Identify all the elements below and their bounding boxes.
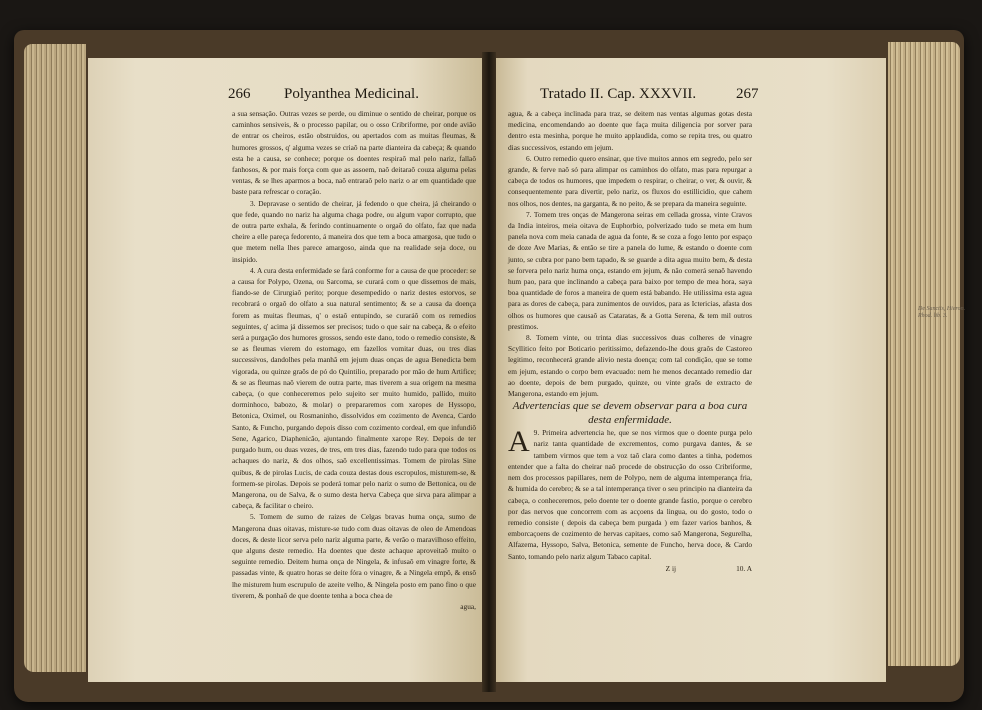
drop-cap: A	[508, 425, 530, 459]
left-page-edges	[24, 44, 86, 672]
right-paragraph: 8. Tomem vinte, ou trinta dias successivos duas colheres de vinagre Scyllitico feito por Boticario peritissimo, defazendo-lhe dous graõs de Castoreo legitimo, reconhecerá grande alivio nesta doença; com tal condição, que se tome em jejum, estando o corpo bem evacuado: nem he menos decantado remedio dar ao doente, depois de bem purgado, quinze, ou vinte graõs de extracto de Mangerona, estando em jejum.	[508, 333, 752, 399]
left-running-head: Polyanthea Medicinal.	[284, 86, 419, 102]
right-catchword: 10. A	[736, 563, 752, 573]
right-paragraph: 7. Tomem tres onças de Mangerona seiras em cellada grossa, vinte Cravos da India inteiros, meia oitava de Euphorbio, polverizado tudo se meta em hum panela nova com meia canada de agua da fonte, & se coza a fogo lento por espaço de doze Ave Marias, & então se tire a panela do lume, & estando o doente com junto, se cubra por pano bem tapado, & se guarde a dita agua muito bem, & desta se forvera pelo nariz huma onça, estando em jejum, & não comerá senaõ havendo hum pao, para que inclinando a cabeça para baixo por tempo de mea hora, saya boa quantidade de foros a maneira de quem está babando. He utilissima esta agua para as dores de cabeça, para zunimentos de ouvidos, para as Ictericias, afasta dos olhos os humores que causaõ as Cataratas, & a Gotta Serena, & tem mil outros prestimos.	[508, 209, 752, 331]
advert-paragraph: Primeira advertencia he, que se nos virmos que o doente purga pelo nariz tanta quantidade de excrementos, como purgava dantes, & se tambem virmos que tem a voz taõ clara como dantes a tinha, podemos entender que a falta do cheirar naõ procede de obstrucção do osso Cribriforme, nem dos processos papillares, nem de Polypo, nem de alguma intemperança fria, & humida do cerebro; & se a tal intemperança tiver o seu principio na dianteira da cabeça, o conheceremos, pelo doente ter o doente grande fastio, porque o cerebro por das nervos que concorrem com as acçoens da lingua, ou do gosto, todo o remedio consiste ( depois da cabeça bem purgada ) em fazer varios banhos, & emborcaçoens de cozimento de hervas capitaes, como saõ Mangerona, Segurelha, Alfazema, Hyssopo, Salva, Betonica, semente de Funcho, herva doce, & Cardo Santo, tomando pelo nariz algum Tabaco capital.	[508, 428, 752, 561]
right-page-text	[508, 108, 752, 574]
right-page-edges	[888, 42, 960, 666]
section-title: Advertencias que se devem observar para a boa cura desta enfermidade.	[512, 400, 748, 427]
right-paragraph: agua, & a cabeça inclinada para traz, se deitem nas ventas algumas gotas desta medicina, encomendando ao doente que faça muita diligencia por sorver para dentro esta mesinha, porque he muito applaudida, como se repita tres, ou quatro dias successivos, estando em jejum.	[508, 109, 752, 152]
left-page-text	[232, 108, 476, 612]
left-paragraph: a sua sensação. Outras vezes se perde, ou diminue o sentido de cheirar, porque os caminhos sensiveis, & o processo papilar, ou o osso Cribriforme, por onde avião de entrar os cheiros, estão obstruidos, ou apertados com as muitas fleumas, & humores grossos, q' alguma vezes se criaõ na parte dianteira da cabeça; & quando esta he a causa, se conhece; porque os doentes respiraõ mal pelo nariz, fallaõ fanhosos, & por mais força com que as assoem, naõ deitaraõ couza alguma pelas ventas, & se lhes aparmos a boca, naõ entraraõ pelo nariz o ar em quantidade que baste para refrescar o coração.	[232, 109, 476, 197]
right-page-number: 267	[736, 86, 759, 102]
left-page-number: 266	[228, 86, 251, 102]
left-paragraph: 3. Depravase o sentido de cheirar, já fedendo o que cheira, já cheirando o que fede, quando no nariz ha alguma chaga podre, ou algum vapor corrupto, que de outra parte exhala, & ferindo continuamente o orgaõ do olfato, faz que nada cheire a elle pareça fedorento, á maneira dos que tem a boca amargosa, que tudo o que metem nella lhes parece amargoso, ainda que na realidade seja doce, ou insipido.	[232, 198, 476, 264]
book-gutter	[482, 52, 496, 692]
marginal-note: De Sanctis, Hieron. Rhod. lib. 3.	[918, 306, 966, 319]
left-paragraph: 4. A cura desta enfermidade se fará conforme for a causa de que proceder: se a causa for Polypo, Ozena, ou Sarcoma, se curará com o que dissemos de mais, fiando-se de Cirurgiaõ perito; porque desempedido o nariz destes estorvos, se recobrará o orgaõ do olfato a sua natural sentimento; & se a causa da doença forem as muitas fleumas, q' o estaõ entupindo, se curaráõ com os remedios seguintes, q' acima já dissemos ser precisos; tudo o que sair na cabeça, & o efeito será a purgação dos humores grossos, sendo este dano, todo o remedio consiste, & se as fleumas vierem do estomago, em fazellos vomitar duas, ou tres dias successivos, dandolhes pela manhã em jejum duas onças de agua Benedicta bem vigorada, ou quinze graõs de pó do Quintilio, preparado por mão de hum Artifice; & se as fleumas naõ vierem de outra parte, mas tiverem a sua origem na mesma cabeça, (o que conheceremos pelo sujeito ser muito humido, pallido, muito dorminhoco, babozo, & molar) o prepararemos com xaropes de Hyssopo, Betonica, Oximel, ou Rosmaninho, dissolvidos em cozimento de Avenca, Cardo Santo, & Funcho, purgando depois disso com cozimento cordeal, em que infundiõ Sene, Agarico, Diaphenicão, ajuntando finalmente xarope Rey. Depois de ter purgado hum, ou duas vezes, de tres, em tres dias, fazendo tudo para que todos os achaques do nariz, & dos olhos, saõ excellentissimas. Tomem de pirolas Sine quibus, & de pirolas Lucis, de cada couza destas dous escropulos, misturem-se, & formem-se pirolas. Depois se poderá tomar pelo nariz o sumo de Bettonica, ou de Mangerona, ou de Salva, & o sumo desta herva Cabeça que sirva para alimpar a cabeça, & facilitar o cheiro.	[232, 265, 476, 511]
right-paragraph: 6. Outro remedio quero ensinar, que tive muitos annos em segredo, pelo ser grande, & ferve naõ só para alimpar os caminhos do olfato, mas para repurgar a cabeça de todos os humores, que impedem o respirar, o cheirar, o ver, & ouvir, & consequentemente para divertir, pelo nariz, os fluxos do estillicidio, que cahem nos olhos, nos dentes, na garganta, & no peito, & se prepara da maneira seguinte.	[508, 153, 752, 208]
advert-number: 9.	[533, 428, 540, 438]
signature-mark: Z ij	[665, 563, 677, 573]
right-running-head: Tratado II. Cap. XXXVII.	[540, 86, 697, 102]
left-paragraph: 5. Tomem de sumo de raizes de Celgas bravas huma onça, sumo de Mangerona duas oitavas, misture-se tudo com duas oitavas de oleo de Amendoas doces, & deste licor serva pelo nariz alguma parte, & verão o maravilhoso effeito, que alguns deste remedio. Ha doentes que deste achaque aproveitaõ muito o seguinte remedio. Deitem huma onça de Ningela, & infusaõ em vinagre forte, & passadas vinte, & quatro horas se deite fóra o vinagre, & a Ningela empõ, & ensõ lhe misturem hum escrupulo de azeite velho, & Ningela posto em pano fino o que tiverem, & ponhaõ de que doente tenha a boca chea de	[232, 512, 476, 600]
left-catchword: agua,	[460, 601, 476, 611]
